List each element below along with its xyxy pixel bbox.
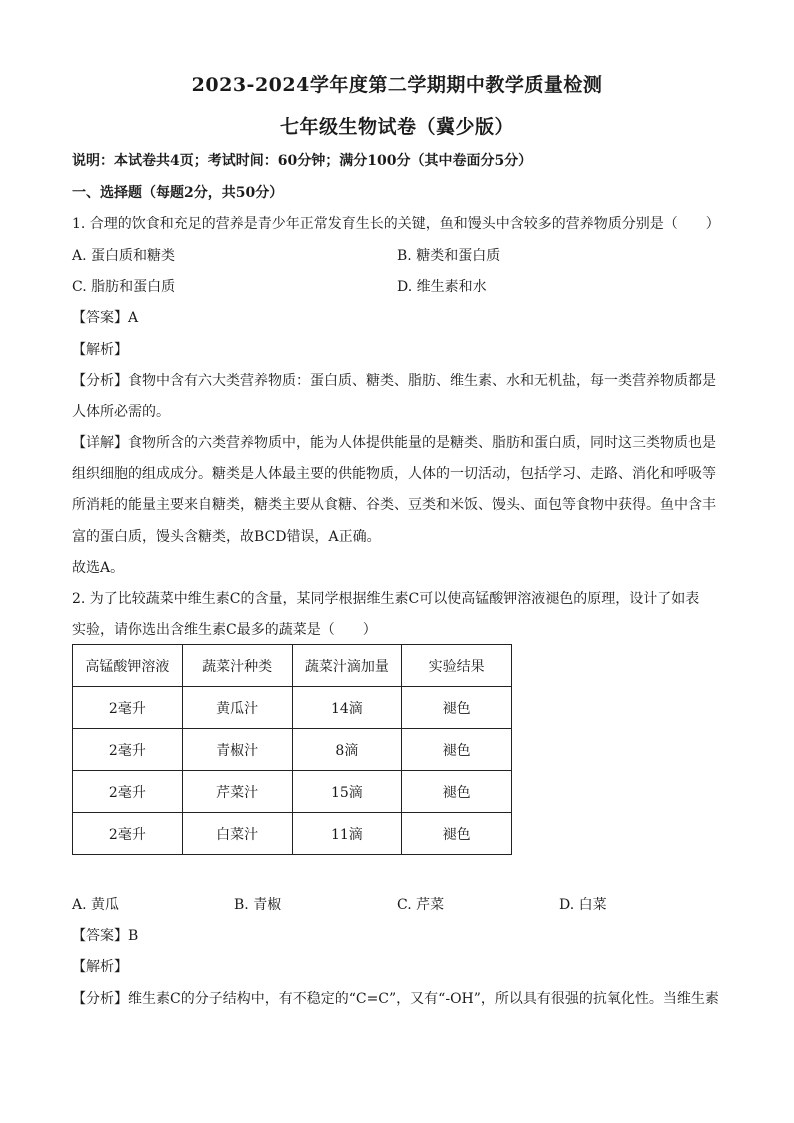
- q2-option-b: B. 青椒: [234, 897, 282, 913]
- q1-option-c: C. 脂肪和蛋白质: [72, 279, 176, 295]
- q2-answer: 【答案】B: [72, 928, 139, 944]
- table-cell: 2毫升: [73, 771, 183, 813]
- table-cell: 白菜汁: [182, 813, 292, 855]
- table-cell: 2毫升: [73, 729, 183, 771]
- table-cell: 11滴: [292, 813, 402, 855]
- table-cell: 芹菜汁: [182, 771, 292, 813]
- q2-option-a: A. 黄瓜: [72, 897, 120, 913]
- experiment-table: [72, 644, 512, 855]
- q1-conclusion: 故选A。: [72, 560, 125, 576]
- table-cell: 黄瓜汁: [182, 687, 292, 729]
- table-cell: 2毫升: [73, 813, 183, 855]
- table-row: [73, 729, 512, 771]
- table-header: 实验结果: [402, 645, 512, 687]
- table-cell: 褪色: [402, 687, 512, 729]
- question-2-stem: 2. 为了比较蔬菜中维生素C的含量，某同学根据维生素C可以使高锰酸钾溶液褪色的原理，设计了如表: [72, 591, 700, 607]
- q1-analysis-line: 【分析】食物中含有六大类营养物质：蛋白质、糖类、脂肪、维生素、水和无机盐，每一类营养物质都是: [72, 373, 716, 389]
- table-cell: 褪色: [402, 813, 512, 855]
- table-cell: 8滴: [292, 729, 402, 771]
- table-cell: 14滴: [292, 687, 402, 729]
- question-1-stem: 1. 合理的饮食和充足的营养是青少年正常发育生长的关键，鱼和馒头中含较多的营养物质分别是（ ）: [72, 216, 720, 232]
- q1-option-a: A. 蛋白质和糖类: [72, 248, 176, 264]
- q1-option-b: B. 糖类和蛋白质: [397, 248, 501, 264]
- table-row: [73, 771, 512, 813]
- q1-detail-line: 【详解】食物所含的六类营养物质中，能为人体提供能量的是糖类、脂肪和蛋白质，同时这三类物质也是: [72, 435, 716, 451]
- table-cell: 褪色: [402, 729, 512, 771]
- table-row: [73, 813, 512, 855]
- instructions: 说明：本试卷共4页；考试时间：60分钟；满分100分（其中卷面分5分）: [72, 153, 533, 169]
- table-cell: 青椒汁: [182, 729, 292, 771]
- q1-detail-line: 组织细胞的组成成分。糖类是人体最主要的供能物质，人体的一切活动，包括学习、走路、消化和呼吸等: [72, 466, 716, 482]
- table-row: [73, 687, 512, 729]
- q2-analysis-line: 【分析】维生素C的分子结构中，有不稳定的“C=C”，又有“-OH”，所以具有很强的抗氧化性。当维生素: [72, 991, 719, 1007]
- table-header-row: [73, 645, 512, 687]
- q2-option-d: D. 白菜: [559, 897, 607, 913]
- q1-analysis-heading: 【解析】: [72, 342, 128, 358]
- table-cell: 2毫升: [73, 687, 183, 729]
- question-2-stem: 实验，请你选出含维生素C最多的蔬菜是（ ）: [72, 622, 377, 638]
- q1-answer: 【答案】A: [72, 310, 139, 326]
- q1-detail-line: 所消耗的能量主要来自糖类，糖类主要从食糖、谷类、豆类和米饭、馒头、面包等食物中获得。鱼中含丰: [72, 497, 716, 513]
- q1-analysis-line: 人体所必需的。: [72, 404, 170, 420]
- exam-subtitle: 七年级生物试卷（冀少版）: [279, 116, 514, 138]
- table-header: 蔬菜汁滴加量: [292, 645, 402, 687]
- exam-title: 2023-2024学年度第二学期期中教学质量检测: [191, 74, 603, 96]
- q1-option-d: D. 维生素和水: [397, 279, 487, 295]
- table-header: 高锰酸钾溶液: [73, 645, 183, 687]
- q2-option-c: C. 芹菜: [397, 897, 445, 913]
- table-cell: 15滴: [292, 771, 402, 813]
- q1-detail-line: 富的蛋白质，馒头含糖类，故BCD错误，A正确。: [72, 529, 381, 545]
- section-heading: 一、选择题（每题2分，共50分）: [72, 185, 284, 201]
- q2-analysis-heading: 【解析】: [72, 959, 128, 975]
- table-header: 蔬菜汁种类: [182, 645, 292, 687]
- table-cell: 褪色: [402, 771, 512, 813]
